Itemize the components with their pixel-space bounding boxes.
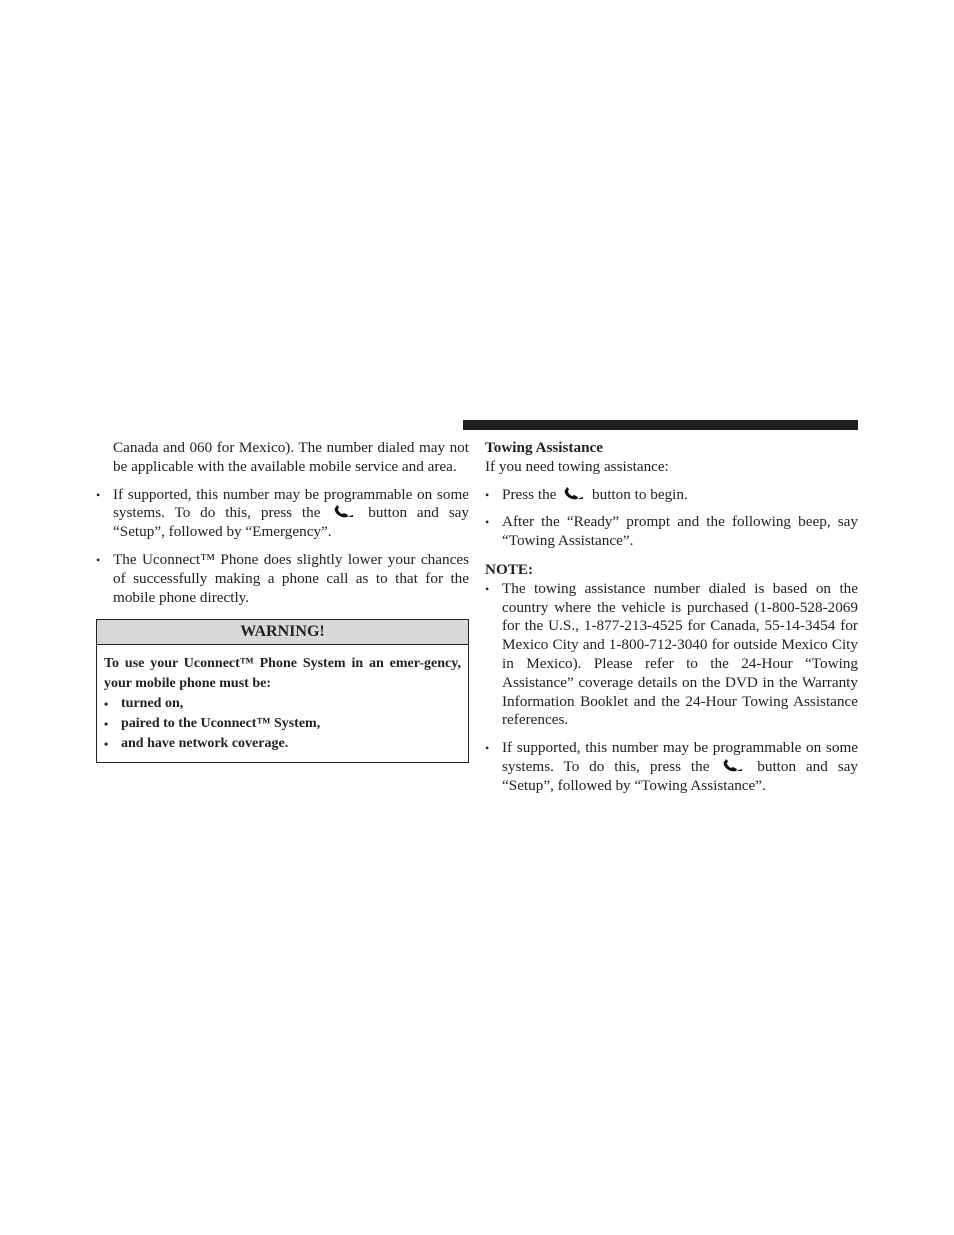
note-item-programmable — [485, 739, 858, 795]
list-item-text-b: button and say “Setup”, followed by “Emergency”. — [113, 504, 469, 541]
warning-body — [97, 645, 468, 762]
list-item-uconnect — [96, 551, 469, 607]
list-item-text: After the “Ready” prompt and the following beep, say “Towing Assistance”. — [502, 513, 858, 550]
phone-handset-icon — [722, 759, 744, 773]
bullet: • — [96, 552, 101, 567]
warning-item-text: turned on, — [121, 696, 184, 712]
warning-item-text: paired to the Uconnect™ System, — [121, 716, 321, 732]
warning-title: WARNING! — [97, 620, 468, 645]
list-item-text-a: Press the — [502, 485, 557, 503]
list-item-text-a: If supported, this number may be programmable on some systems. To do this, press the — [113, 485, 469, 522]
intro-text: If you need towing assistance: — [485, 457, 669, 475]
bullet: • — [104, 717, 109, 732]
warning-item — [104, 714, 461, 734]
bullet: • — [96, 487, 101, 502]
warning-item-text: and have network coverage. — [121, 736, 289, 752]
warning-item — [104, 734, 461, 754]
section-header-bar — [463, 420, 858, 430]
continued-paragraph: Canada and 060 for Mexico). The number dialed may not be applicable with the available mobile service and area. — [113, 439, 469, 475]
list-item-text: The Uconnect™ Phone does slightly lower your chances of successfully making a phone call as to that for the mobile phone directly. — [113, 550, 469, 606]
bullet: • — [104, 697, 109, 712]
left-column — [96, 439, 469, 763]
phone-handset-icon — [563, 487, 585, 501]
list-item-text-b: button to begin. — [592, 485, 688, 503]
bullet: • — [485, 581, 490, 596]
note-item-text: The towing assistance number dialed is based on the country where the vehicle is purchased (1-800-528-2069 for the U.S., 1-877-213-4525 for Canada, 55-14-3454 for Mexico City and 1-800-712-3040 for outside Mexico City in Mexico). Please refer to the 24-Hour “Towing Assistance” coverage details on the DVD in the Warranty Information Booklet and the 24-Hour Towing Assistance references. — [502, 579, 858, 729]
list-item-ready — [485, 513, 858, 551]
bullet: • — [485, 487, 490, 502]
warning-intro: To use your Uconnect™ Phone System in an emer-gency, your mobile phone must be: — [104, 656, 461, 692]
bullet: • — [485, 741, 490, 756]
warning-item — [104, 694, 461, 714]
bullet: • — [485, 515, 490, 530]
phone-handset-icon — [333, 505, 355, 519]
note-item-text-b: button and say “Setup”, followed by “Towing Assistance”. — [502, 757, 858, 794]
bullet: • — [104, 737, 109, 752]
note-label: NOTE: — [485, 560, 534, 578]
note-item-text-a: If supported, this number may be programmable on some systems. To do this, press the — [502, 739, 858, 775]
right-column — [485, 439, 858, 796]
section-heading: Towing Assistance — [485, 439, 604, 456]
note-item — [485, 580, 858, 730]
warning-box — [96, 619, 469, 763]
list-item-programmable — [96, 486, 469, 542]
list-item-press — [485, 486, 858, 505]
